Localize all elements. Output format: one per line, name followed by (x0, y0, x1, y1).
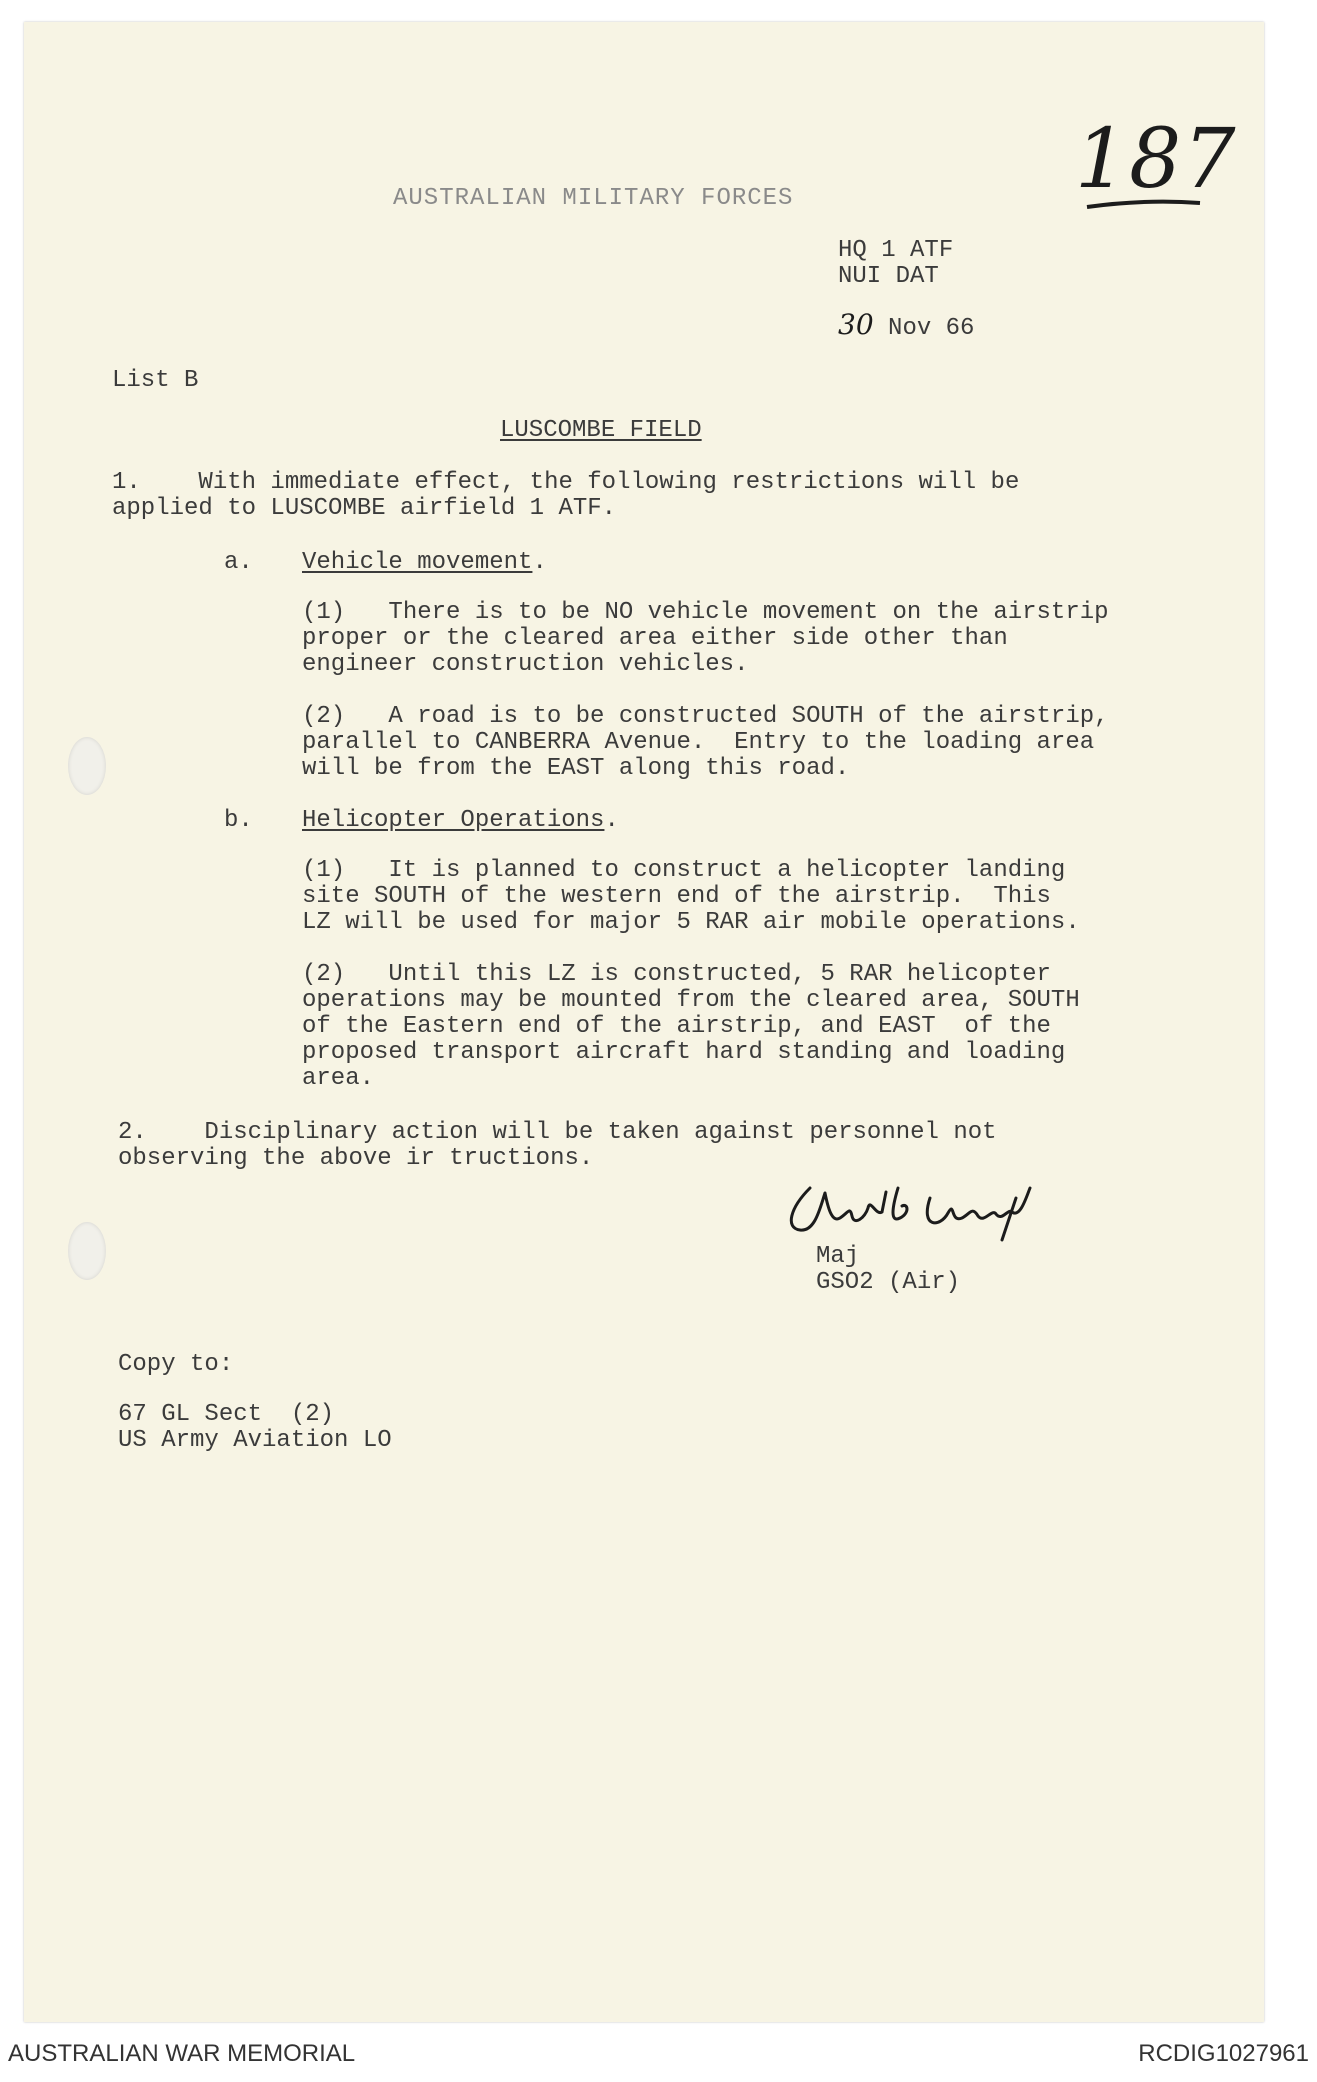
date-day-handwritten: 30 (838, 308, 874, 341)
section-a-p2-line-2: parallel to CANBERRA Avenue. Entry to the loading area (302, 729, 1095, 756)
date-line (838, 308, 975, 342)
section-a-p2-line-3: will be from the EAST along this road. (302, 755, 850, 782)
footer-archive-name: AUSTRALIAN WAR MEMORIAL (8, 2040, 356, 2067)
date-month-year: Nov 66 (888, 315, 975, 342)
section-b-p2-line-4: proposed transport aircraft hard standing and loading (302, 1039, 1066, 1066)
para-2-line-2: observing the above ir tructions. (118, 1145, 594, 1172)
punch-hole (68, 737, 106, 795)
punch-hole (68, 1222, 106, 1280)
section-a-marker: a. (224, 549, 253, 576)
list-label: List B (112, 367, 199, 394)
section-a-heading: Vehicle movement. (302, 549, 547, 576)
hq-line-1: HQ 1 ATF (838, 237, 954, 264)
signature-appointment: GSO2 (Air) (816, 1269, 961, 1296)
hq-line-2: NUI DAT (838, 263, 939, 290)
copy-to-item: 67 GL Sect (2) (118, 1401, 335, 1428)
handwritten-signature (780, 1168, 1060, 1248)
section-b-p2-line-2: operations may be mounted from the cleared area, SOUTH (302, 987, 1080, 1014)
section-a-p1-line-3: engineer construction vehicles. (302, 651, 749, 678)
section-b-marker: b. (224, 807, 253, 834)
section-b-p1-line-1: (1) It is planned to construct a helicopter landing (302, 857, 1066, 884)
section-b-p1-line-3: LZ will be used for major 5 RAR air mobile operations. (302, 909, 1080, 936)
section-b-p2-line-5: area. (302, 1065, 375, 1092)
signature-rank: Maj (816, 1243, 860, 1270)
copy-to-label: Copy to: (118, 1351, 234, 1378)
copy-to-item: US Army Aviation LO (118, 1427, 392, 1454)
section-b-heading: Helicopter Operations. (302, 807, 619, 834)
org-header: AUSTRALIAN MILITARY FORCES (393, 185, 794, 212)
section-a-p1-line-2: proper or the cleared area either side other than (302, 625, 1008, 652)
page-number-underline (1085, 195, 1205, 215)
section-a-p1-line-1: (1) There is to be NO vehicle movement on the airstrip (302, 599, 1109, 626)
section-b-p1-line-2: site SOUTH of the western end of the airstrip. This (302, 883, 1051, 910)
section-b-p2-line-3: of the Eastern end of the airstrip, and EAST of the (302, 1013, 1051, 1040)
para-2-line-1: 2. Disciplinary action will be taken against personnel not (118, 1119, 997, 1146)
document-title: LUSCOMBE FIELD (500, 417, 702, 444)
para-1-line-1: 1. With immediate effect, the following restrictions will be (112, 469, 1020, 496)
section-a-heading-text: Vehicle movement (302, 549, 533, 576)
section-b-heading-text: Helicopter Operations (302, 807, 605, 834)
para-1-line-2: applied to LUSCOMBE airfield 1 ATF. (112, 495, 617, 522)
handwritten-page-number: 187 (1075, 112, 1238, 207)
section-a-p2-line-1: (2) A road is to be constructed SOUTH of the airstrip, (302, 703, 1109, 730)
footer-record-id: RCDIG1027961 (1138, 2040, 1309, 2067)
section-b-p2-line-1: (2) Until this LZ is constructed, 5 RAR helicopter (302, 961, 1051, 988)
